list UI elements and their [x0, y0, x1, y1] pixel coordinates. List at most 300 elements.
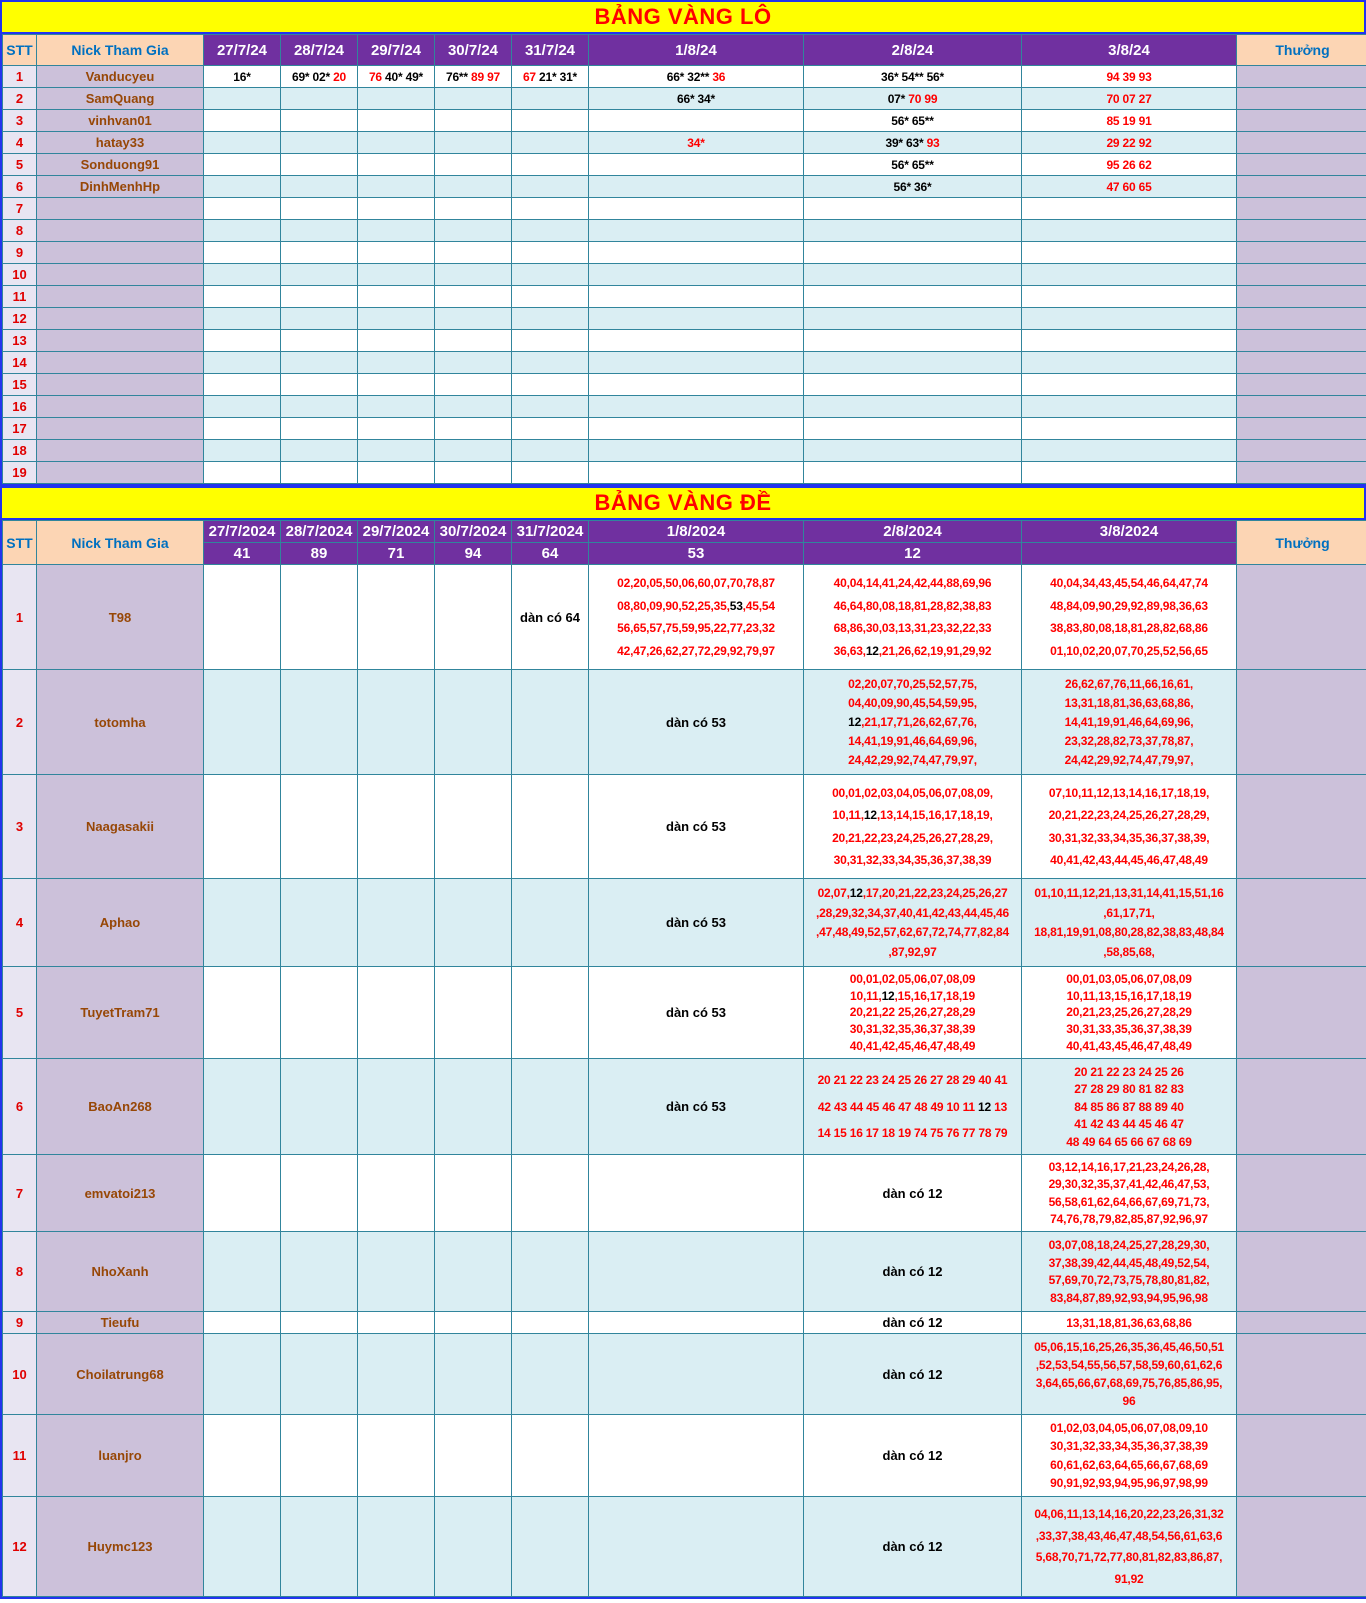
data-cell[interactable]: [435, 264, 512, 286]
data-cell[interactable]: [589, 154, 804, 176]
stt-cell[interactable]: 4: [3, 879, 37, 967]
data-cell[interactable]: [281, 264, 358, 286]
thuong-cell[interactable]: [1237, 418, 1366, 440]
thuong-header[interactable]: Thưởng: [1237, 35, 1366, 66]
nick-cell[interactable]: [37, 374, 204, 396]
data-cell[interactable]: [358, 374, 435, 396]
data-cell[interactable]: [358, 1155, 435, 1232]
data-cell[interactable]: 95 26 62: [1022, 154, 1237, 176]
date-header[interactable]: 31/7/2024: [512, 521, 589, 543]
nick-cell[interactable]: [37, 264, 204, 286]
data-cell[interactable]: 29 22 92: [1022, 132, 1237, 154]
data-cell[interactable]: [281, 396, 358, 418]
data-cell[interactable]: [281, 1334, 358, 1415]
data-cell[interactable]: [281, 286, 358, 308]
data-cell[interactable]: [435, 1312, 512, 1334]
data-cell[interactable]: [435, 1059, 512, 1155]
data-cell[interactable]: 03,07,08,18,24,25,27,28,29,30, 37,38,39,42,44,45,48,49,52,54, 57,69,70,72,73,75,78,80,81,82, 83,84,87,89,92,93,94,95,96,98: [1022, 1232, 1237, 1312]
data-cell[interactable]: 04,06,11,13,14,16,20,22,23,26,31,32 ,33,37,38,43,46,47,48,54,56,61,63,6 5,68,70,71,72,77,80,81,82,83,86,87, 91,92: [1022, 1497, 1237, 1597]
data-cell[interactable]: [1022, 286, 1237, 308]
date-header[interactable]: 1/8/24: [589, 35, 804, 66]
data-cell[interactable]: [512, 198, 589, 220]
data-cell[interactable]: [204, 1059, 281, 1155]
data-cell[interactable]: [589, 1334, 804, 1415]
data-cell[interactable]: [1022, 440, 1237, 462]
data-cell[interactable]: [589, 418, 804, 440]
data-cell[interactable]: 00,01,03,05,06,07,08,09 10,11,13,15,16,17,18,19 20,21,23,25,26,27,28,29 30,31,33,35,36,37,38,39 40,41,43,45,46,47,48,49: [1022, 967, 1237, 1059]
data-cell[interactable]: [512, 330, 589, 352]
data-cell[interactable]: [804, 308, 1022, 330]
data-cell[interactable]: [204, 132, 281, 154]
data-cell[interactable]: [281, 440, 358, 462]
stt-cell[interactable]: 18: [3, 440, 37, 462]
nick-header[interactable]: Nick Tham Gia: [37, 35, 204, 66]
data-cell[interactable]: [512, 462, 589, 484]
nick-header[interactable]: Nick Tham Gia: [37, 521, 204, 565]
thuong-cell[interactable]: [1237, 1059, 1366, 1155]
data-cell[interactable]: [804, 286, 1022, 308]
data-cell[interactable]: [358, 308, 435, 330]
thuong-cell[interactable]: [1237, 132, 1366, 154]
data-cell[interactable]: [204, 220, 281, 242]
result-header[interactable]: 53: [589, 543, 804, 565]
stt-cell[interactable]: 1: [3, 565, 37, 670]
data-cell[interactable]: [589, 440, 804, 462]
data-cell[interactable]: [435, 462, 512, 484]
stt-header[interactable]: STT: [3, 35, 37, 66]
data-cell[interactable]: [204, 967, 281, 1059]
data-cell[interactable]: [204, 242, 281, 264]
data-cell[interactable]: [281, 1059, 358, 1155]
data-cell[interactable]: [435, 374, 512, 396]
nick-cell[interactable]: [37, 352, 204, 374]
data-cell[interactable]: [435, 418, 512, 440]
data-cell[interactable]: [435, 154, 512, 176]
data-cell[interactable]: [589, 1415, 804, 1497]
data-cell[interactable]: [435, 176, 512, 198]
thuong-cell[interactable]: [1237, 308, 1366, 330]
stt-cell[interactable]: 7: [3, 198, 37, 220]
data-cell[interactable]: [512, 374, 589, 396]
data-cell[interactable]: [589, 308, 804, 330]
data-cell[interactable]: 03,12,14,16,17,21,23,24,26,28, 29,30,32,35,37,41,42,46,47,53, 56,58,61,62,64,66,67,69,71,73, 74,76,78,79,82,85,87,92,96,97: [1022, 1155, 1237, 1232]
data-cell[interactable]: [358, 967, 435, 1059]
data-cell[interactable]: dàn có 12: [804, 1415, 1022, 1497]
stt-cell[interactable]: 6: [3, 176, 37, 198]
data-cell[interactable]: dàn có 53: [589, 1059, 804, 1155]
data-cell[interactable]: [281, 565, 358, 670]
nick-cell[interactable]: Huymc123: [37, 1497, 204, 1597]
data-cell[interactable]: dàn có 53: [589, 967, 804, 1059]
data-cell[interactable]: dàn có 53: [589, 775, 804, 879]
date-header[interactable]: 31/7/24: [512, 35, 589, 66]
stt-cell[interactable]: 11: [3, 1415, 37, 1497]
date-header[interactable]: 2/8/24: [804, 35, 1022, 66]
thuong-cell[interactable]: [1237, 88, 1366, 110]
data-cell[interactable]: [281, 352, 358, 374]
data-cell[interactable]: [204, 396, 281, 418]
data-cell[interactable]: [204, 462, 281, 484]
data-cell[interactable]: [512, 1497, 589, 1597]
data-cell[interactable]: [358, 775, 435, 879]
thuong-cell[interactable]: [1237, 176, 1366, 198]
data-cell[interactable]: [204, 418, 281, 440]
data-cell[interactable]: [512, 1059, 589, 1155]
result-header[interactable]: 94: [435, 543, 512, 565]
data-cell[interactable]: [204, 775, 281, 879]
data-cell[interactable]: [281, 132, 358, 154]
stt-cell[interactable]: 12: [3, 1497, 37, 1597]
data-cell[interactable]: dàn có 53: [589, 670, 804, 775]
data-cell[interactable]: [589, 176, 804, 198]
stt-cell[interactable]: 5: [3, 154, 37, 176]
data-cell[interactable]: 69* 02* 20: [281, 66, 358, 88]
data-cell[interactable]: [512, 242, 589, 264]
thuong-cell[interactable]: [1237, 154, 1366, 176]
data-cell[interactable]: [1022, 352, 1237, 374]
data-cell[interactable]: [281, 1497, 358, 1597]
data-cell[interactable]: [804, 330, 1022, 352]
thuong-cell[interactable]: [1237, 220, 1366, 242]
nick-cell[interactable]: T98: [37, 565, 204, 670]
data-cell[interactable]: [804, 462, 1022, 484]
data-cell[interactable]: [512, 670, 589, 775]
data-cell[interactable]: 20 21 22 23 24 25 26 27 28 29 80 81 82 83 84 85 86 87 88 89 40 41 42 43 44 45 46 47 48 49 64 65 66 67 68 69: [1022, 1059, 1237, 1155]
data-cell[interactable]: [435, 1334, 512, 1415]
stt-cell[interactable]: 2: [3, 670, 37, 775]
stt-cell[interactable]: 16: [3, 396, 37, 418]
data-cell[interactable]: [281, 462, 358, 484]
date-header[interactable]: 28/7/2024: [281, 521, 358, 543]
data-cell[interactable]: [1022, 418, 1237, 440]
data-cell[interactable]: [358, 1059, 435, 1155]
data-cell[interactable]: [358, 154, 435, 176]
data-cell[interactable]: [512, 110, 589, 132]
nick-cell[interactable]: BaoAn268: [37, 1059, 204, 1155]
data-cell[interactable]: [512, 352, 589, 374]
data-cell[interactable]: [589, 374, 804, 396]
date-header[interactable]: 30/7/24: [435, 35, 512, 66]
data-cell[interactable]: [204, 88, 281, 110]
result-header[interactable]: 12: [804, 543, 1022, 565]
nick-cell[interactable]: Choilatrung68: [37, 1334, 204, 1415]
data-cell[interactable]: [589, 462, 804, 484]
data-cell[interactable]: [804, 220, 1022, 242]
data-cell[interactable]: [358, 462, 435, 484]
data-cell[interactable]: 01,10,11,12,21,13,31,14,41,15,51,16 ,61,17,71, 18,81,19,91,08,80,28,82,38,83,48,84 ,58,85,68,: [1022, 879, 1237, 967]
data-cell[interactable]: [204, 1334, 281, 1415]
data-cell[interactable]: [589, 352, 804, 374]
data-cell[interactable]: [512, 132, 589, 154]
data-cell[interactable]: dàn có 12: [804, 1334, 1022, 1415]
data-cell[interactable]: 66* 32** 36: [589, 66, 804, 88]
data-cell[interactable]: [512, 220, 589, 242]
data-cell[interactable]: [512, 775, 589, 879]
data-cell[interactable]: [589, 286, 804, 308]
data-cell[interactable]: [204, 1415, 281, 1497]
data-cell[interactable]: 56* 65**: [804, 154, 1022, 176]
data-cell[interactable]: [804, 352, 1022, 374]
stt-cell[interactable]: 10: [3, 1334, 37, 1415]
data-cell[interactable]: [435, 670, 512, 775]
data-cell[interactable]: [358, 670, 435, 775]
data-cell[interactable]: [281, 879, 358, 967]
data-cell[interactable]: [281, 1312, 358, 1334]
stt-cell[interactable]: 9: [3, 1312, 37, 1334]
data-cell[interactable]: 02,20,07,70,25,52,57,75, 04,40,09,90,45,54,59,95, 12,21,17,71,26,62,67,76, 14,41,19,91,46,64,69,96, 24,42,29,92,74,47,79,97,: [804, 670, 1022, 775]
data-cell[interactable]: [281, 242, 358, 264]
data-cell[interactable]: [589, 198, 804, 220]
stt-cell[interactable]: 17: [3, 418, 37, 440]
nick-cell[interactable]: DinhMenhHp: [37, 176, 204, 198]
data-cell[interactable]: [435, 198, 512, 220]
data-cell[interactable]: 39* 63* 93: [804, 132, 1022, 154]
date-header[interactable]: 3/8/24: [1022, 35, 1237, 66]
data-cell[interactable]: [358, 242, 435, 264]
data-cell[interactable]: [435, 286, 512, 308]
data-cell[interactable]: dàn có 12: [804, 1312, 1022, 1334]
stt-cell[interactable]: 15: [3, 374, 37, 396]
data-cell[interactable]: dàn có 53: [589, 879, 804, 967]
data-cell[interactable]: [1022, 396, 1237, 418]
data-cell[interactable]: [804, 440, 1022, 462]
data-cell[interactable]: [358, 1334, 435, 1415]
data-cell[interactable]: [281, 88, 358, 110]
date-header[interactable]: 2/8/2024: [804, 521, 1022, 543]
data-cell[interactable]: [204, 352, 281, 374]
data-cell[interactable]: [589, 242, 804, 264]
data-cell[interactable]: [512, 286, 589, 308]
data-cell[interactable]: 01,02,03,04,05,06,07,08,09,10 30,31,32,33,34,35,36,37,38,39 60,61,62,63,64,65,66,67,68,69 90,91,92,93,94,95,96,97,98,99: [1022, 1415, 1237, 1497]
data-cell[interactable]: [435, 440, 512, 462]
data-cell[interactable]: 26,62,67,76,11,66,16,61, 13,31,18,81,36,63,68,86, 14,41,19,91,46,64,69,96, 23,32,28,82,73,37,78,87, 24,42,29,92,74,47,79,97,: [1022, 670, 1237, 775]
data-cell[interactable]: [204, 565, 281, 670]
data-cell[interactable]: [1022, 220, 1237, 242]
data-cell[interactable]: [358, 198, 435, 220]
data-cell[interactable]: [204, 440, 281, 462]
thuong-cell[interactable]: [1237, 1497, 1366, 1597]
data-cell[interactable]: [358, 1232, 435, 1312]
data-cell[interactable]: [1022, 462, 1237, 484]
thuong-cell[interactable]: [1237, 66, 1366, 88]
data-cell[interactable]: [589, 264, 804, 286]
data-cell[interactable]: [358, 396, 435, 418]
data-cell[interactable]: 76 40* 49*: [358, 66, 435, 88]
data-cell[interactable]: [204, 308, 281, 330]
stt-cell[interactable]: 1: [3, 66, 37, 88]
data-cell[interactable]: [512, 418, 589, 440]
thuong-cell[interactable]: [1237, 352, 1366, 374]
data-cell[interactable]: dàn có 12: [804, 1497, 1022, 1597]
data-cell[interactable]: [512, 967, 589, 1059]
nick-cell[interactable]: [37, 440, 204, 462]
thuong-cell[interactable]: [1237, 879, 1366, 967]
data-cell[interactable]: 66* 34*: [589, 88, 804, 110]
nick-cell[interactable]: [37, 220, 204, 242]
data-cell[interactable]: [804, 396, 1022, 418]
data-cell[interactable]: [204, 1312, 281, 1334]
data-cell[interactable]: 34*: [589, 132, 804, 154]
data-cell[interactable]: [1022, 374, 1237, 396]
nick-cell[interactable]: vinhvan01: [37, 110, 204, 132]
stt-cell[interactable]: 13: [3, 330, 37, 352]
data-cell[interactable]: [435, 110, 512, 132]
data-cell[interactable]: [1022, 308, 1237, 330]
date-header[interactable]: 27/7/2024: [204, 521, 281, 543]
data-cell[interactable]: [589, 1232, 804, 1312]
data-cell[interactable]: [435, 132, 512, 154]
data-cell[interactable]: [204, 110, 281, 132]
data-cell[interactable]: [589, 330, 804, 352]
data-cell[interactable]: 56* 65**: [804, 110, 1022, 132]
data-cell[interactable]: [435, 330, 512, 352]
data-cell[interactable]: [204, 286, 281, 308]
data-cell[interactable]: [358, 440, 435, 462]
data-cell[interactable]: [435, 879, 512, 967]
nick-cell[interactable]: [37, 198, 204, 220]
data-cell[interactable]: [512, 396, 589, 418]
data-cell[interactable]: [512, 1334, 589, 1415]
data-cell[interactable]: 67 21* 31*: [512, 66, 589, 88]
data-cell[interactable]: 13,31,18,81,36,63,68,86: [1022, 1312, 1237, 1334]
data-cell[interactable]: [281, 308, 358, 330]
data-cell[interactable]: [358, 1312, 435, 1334]
data-cell[interactable]: 00,01,02,05,06,07,08,09 10,11,12,15,16,17,18,19 20,21,22 25,26,27,28,29 30,31,32,35,36,37,38,39 40,41,42,45,46,47,48,49: [804, 967, 1022, 1059]
date-header[interactable]: 27/7/24: [204, 35, 281, 66]
date-header[interactable]: 3/8/2024: [1022, 521, 1237, 543]
data-cell[interactable]: [204, 1155, 281, 1232]
data-cell[interactable]: 56* 36*: [804, 176, 1022, 198]
data-cell[interactable]: [435, 88, 512, 110]
data-cell[interactable]: [204, 154, 281, 176]
data-cell[interactable]: 07* 70 99: [804, 88, 1022, 110]
stt-cell[interactable]: 11: [3, 286, 37, 308]
data-cell[interactable]: [204, 176, 281, 198]
data-cell[interactable]: [435, 967, 512, 1059]
data-cell[interactable]: [204, 879, 281, 967]
data-cell[interactable]: [281, 670, 358, 775]
stt-cell[interactable]: 7: [3, 1155, 37, 1232]
data-cell[interactable]: 02,20,05,50,06,60,07,70,78,87 08,80,09,90,52,25,35,53,45,54 56,65,57,75,59,95,22,77,23,32 42,47,26,62,27,72,29,92,79,97: [589, 565, 804, 670]
date-header[interactable]: 29/7/24: [358, 35, 435, 66]
stt-cell[interactable]: 10: [3, 264, 37, 286]
data-cell[interactable]: [589, 1497, 804, 1597]
thuong-cell[interactable]: [1237, 264, 1366, 286]
data-cell[interactable]: [358, 132, 435, 154]
result-header[interactable]: [1022, 543, 1237, 565]
stt-cell[interactable]: 14: [3, 352, 37, 374]
stt-cell[interactable]: 3: [3, 775, 37, 879]
data-cell[interactable]: [281, 1415, 358, 1497]
data-cell[interactable]: [1022, 264, 1237, 286]
stt-cell[interactable]: 12: [3, 308, 37, 330]
thuong-cell[interactable]: [1237, 110, 1366, 132]
data-cell[interactable]: 16*: [204, 66, 281, 88]
result-header[interactable]: 71: [358, 543, 435, 565]
data-cell[interactable]: [358, 88, 435, 110]
data-cell[interactable]: [281, 418, 358, 440]
data-cell[interactable]: [281, 198, 358, 220]
data-cell[interactable]: [204, 1497, 281, 1597]
data-cell[interactable]: [804, 418, 1022, 440]
data-cell[interactable]: [358, 352, 435, 374]
thuong-cell[interactable]: [1237, 1334, 1366, 1415]
data-cell[interactable]: [589, 1155, 804, 1232]
data-cell[interactable]: 05,06,15,16,25,26,35,36,45,46,50,51 ,52,53,54,55,56,57,58,59,60,61,62,6 3,64,65,66,67,68,69,75,76,85,86,95, 96: [1022, 1334, 1237, 1415]
thuong-cell[interactable]: [1237, 967, 1366, 1059]
data-cell[interactable]: [512, 154, 589, 176]
data-cell[interactable]: [204, 670, 281, 775]
data-cell[interactable]: [204, 374, 281, 396]
thuong-cell[interactable]: [1237, 286, 1366, 308]
nick-cell[interactable]: hatay33: [37, 132, 204, 154]
data-cell[interactable]: [281, 1155, 358, 1232]
data-cell[interactable]: [204, 1232, 281, 1312]
data-cell[interactable]: [281, 330, 358, 352]
data-cell[interactable]: [512, 1415, 589, 1497]
date-header[interactable]: 29/7/2024: [358, 521, 435, 543]
thuong-cell[interactable]: [1237, 1415, 1366, 1497]
data-cell[interactable]: [358, 286, 435, 308]
data-cell[interactable]: [281, 154, 358, 176]
thuong-cell[interactable]: [1237, 775, 1366, 879]
thuong-cell[interactable]: [1237, 396, 1366, 418]
data-cell[interactable]: [804, 198, 1022, 220]
data-cell[interactable]: [358, 110, 435, 132]
nick-cell[interactable]: NhoXanh: [37, 1232, 204, 1312]
data-cell[interactable]: [512, 879, 589, 967]
thuong-cell[interactable]: [1237, 1312, 1366, 1334]
data-cell[interactable]: [358, 418, 435, 440]
data-cell[interactable]: 20 21 22 23 24 25 26 27 28 29 40 41 42 43 44 45 46 47 48 49 10 11 12 13 14 15 16 17 18 19 74 75 76 77 78 79: [804, 1059, 1022, 1155]
stt-cell[interactable]: 8: [3, 1232, 37, 1312]
thuong-cell[interactable]: [1237, 1155, 1366, 1232]
nick-cell[interactable]: emvatoi213: [37, 1155, 204, 1232]
nick-cell[interactable]: Vanducyeu: [37, 66, 204, 88]
data-cell[interactable]: dàn có 12: [804, 1232, 1022, 1312]
nick-cell[interactable]: [37, 418, 204, 440]
data-cell[interactable]: [281, 110, 358, 132]
date-header[interactable]: 30/7/2024: [435, 521, 512, 543]
data-cell[interactable]: [804, 374, 1022, 396]
data-cell[interactable]: [281, 967, 358, 1059]
data-cell[interactable]: [512, 308, 589, 330]
thuong-header[interactable]: Thưởng: [1237, 521, 1366, 565]
result-header[interactable]: 41: [204, 543, 281, 565]
nick-cell[interactable]: Sonduong91: [37, 154, 204, 176]
data-cell[interactable]: 76** 89 97: [435, 66, 512, 88]
data-cell[interactable]: [358, 879, 435, 967]
data-cell[interactable]: [204, 330, 281, 352]
data-cell[interactable]: [512, 176, 589, 198]
data-cell[interactable]: [1022, 330, 1237, 352]
data-cell[interactable]: [358, 176, 435, 198]
stt-cell[interactable]: 8: [3, 220, 37, 242]
date-header[interactable]: 1/8/2024: [589, 521, 804, 543]
data-cell[interactable]: [512, 88, 589, 110]
thuong-cell[interactable]: [1237, 242, 1366, 264]
nick-cell[interactable]: totomha: [37, 670, 204, 775]
data-cell[interactable]: [204, 264, 281, 286]
stt-header[interactable]: STT: [3, 521, 37, 565]
data-cell[interactable]: [435, 308, 512, 330]
data-cell[interactable]: [281, 775, 358, 879]
data-cell[interactable]: [435, 775, 512, 879]
date-header[interactable]: 28/7/24: [281, 35, 358, 66]
data-cell[interactable]: [435, 396, 512, 418]
data-cell[interactable]: [358, 1497, 435, 1597]
data-cell[interactable]: [589, 220, 804, 242]
